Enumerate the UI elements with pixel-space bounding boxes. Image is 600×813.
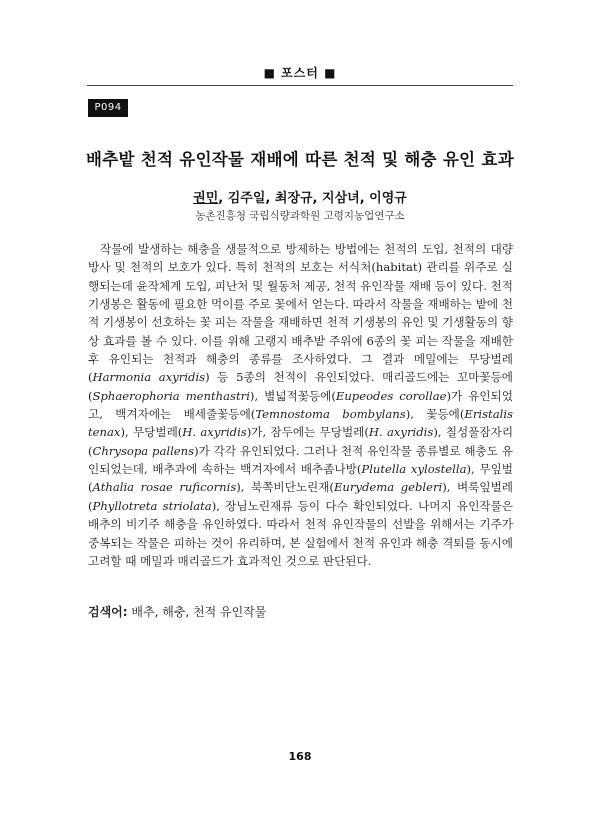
abstract-text: )가, 잠두에는 무당벌레( [246,425,369,440]
species-name: Sphaerophoria menthastri [92,388,250,403]
keywords-label: 검색어: [88,605,128,619]
poster-code-badge: P094 [88,99,128,117]
abstract-body [88,240,513,570]
paper-title: 배추밭 천적 유인작물 재배에 따른 천적 및 해충 유인 효과 [86,150,514,169]
abstract-text: )가 유인되었고, 백겨자에는 배세줄꽃등에( [88,388,514,422]
species-name: H. axyridis [182,425,247,440]
species-name: Eupeodes corollae [335,388,447,403]
author-list [0,187,600,206]
species-name: Eristalis tenax [88,407,513,440]
header-divider [87,85,513,86]
page-number: 168 [288,750,312,763]
species-name: H. axyridis [368,425,434,440]
abstract-text: 작물에 발생하는 해충을 생물적으로 방제하는 방법에는 천적의 도입, 천적의 대량방사 및 천적의 보호가 있다. 특히 천적의 보호는 서식처(habitat) 관리를 위주로 실행되는데 윤작체계 도입, 피난처 및 월동처 제공, 천적 유인작물 재배 등이 있다. 천적 기생봉은 활동에 필요한 먹이를 주로 꽃에서 얻는다. 따라서 작물을 재배하는 밭에 천적 기생봉이 선호하는 꽃 피는 작물을 재배하면 천적 기생봉의 유인 및 기생활동의 향상 효과를 볼 수 있다. 이를 위해 고랭지 배추밭 주위에 6종의 꽃 피는 작물을 재배한 후 유인되는 천적과 해충의 종류를 조사하였다. 그 결과 메밀에는 무당벌레( [88,242,514,385]
abstract-text: ), 북쪽비단노린재( [236,480,334,495]
abstract-text: ), 꽃등에( [405,407,465,422]
abstract-text: ), 장님노린재류 등이 다수 확인되었다. 나머지 유인작물은 배추의 비기주 해충을 유인하였다. 따라서 천적 유인작물의 선발을 위해서는 기주가 중복되는 작물은 피하는 것이 유리하며, 본 실험에서 천적 유인과 해충 격퇴를 동시에 고려할 때 메밀과 매리골드가 효과적인 것으로 판단된다. [88,498,514,568]
species-name: Eurydema gebleri [333,480,443,495]
species-name: Athalia rosae ruficornis [92,480,237,495]
species-name: Phyllotreta striolata [92,498,212,513]
abstract-text: ), 무당벌레( [120,425,183,440]
species-name: Harmonia axyridis [92,370,206,385]
co-authors: , 김주일, 최장규, 지삼녀, 이영규 [218,191,407,206]
abstract-text: ), 무잎벌( [88,462,513,495]
abstract-text: )가 각각 유인되었다. 그러나 천적 유인작물 종류별로 해충도 유인되었는데, 배추과에 속하는 백겨자에서 배추좀나방( [88,443,513,477]
keywords-text: 배추, 해충, 천적 유인작물 [127,605,267,619]
affiliation: 농촌진흥청 국립식량과학원 고령지농업연구소 [195,210,405,222]
species-name: Temnostoma bombylans [255,407,406,422]
abstract-text: ) 등 5종의 천적이 유인되었다. 매리골드에는 꼬마꽃등에( [88,370,514,403]
section-header: ■ 포스터 ■ [263,66,337,80]
species-name: Plutella xylostella [361,462,467,477]
presenting-author: 권민 [193,191,219,206]
keywords-line [88,603,513,620]
abstract-text: ), 별넓적꽃등에( [249,388,336,403]
abstract-text: ), 벼룩잎벌레( [88,480,513,513]
species-name: Chrysopa pallens [92,443,195,458]
abstract-text: ), 칠성풀잠자리( [88,425,514,458]
